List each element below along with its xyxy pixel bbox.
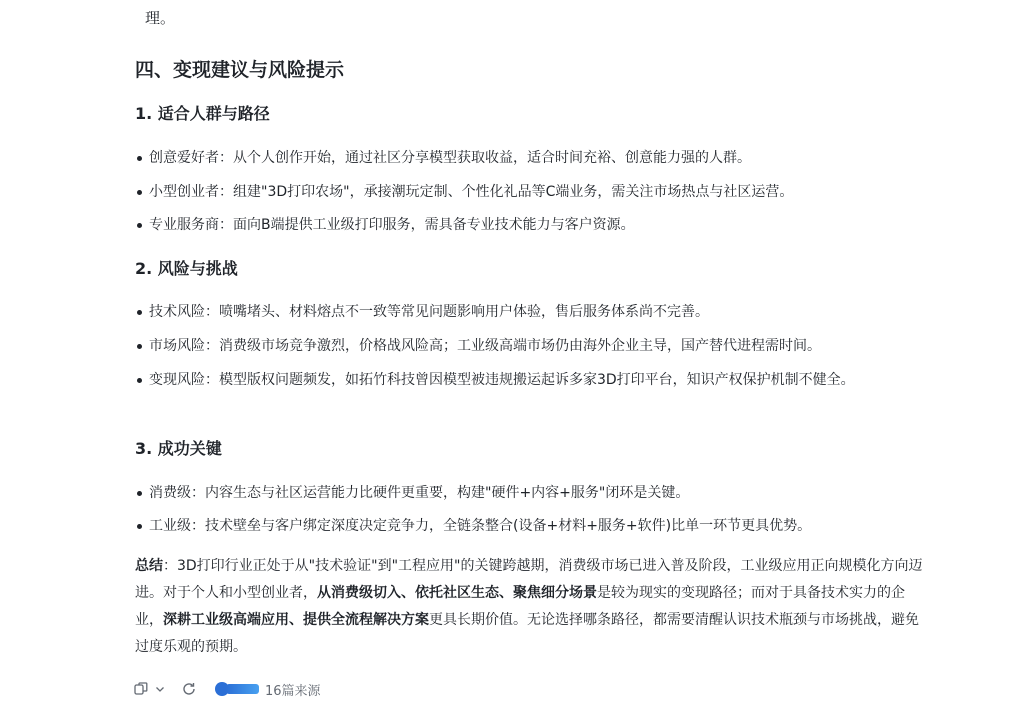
chevron-down-icon[interactable] — [155, 681, 165, 697]
summary-bold: 深耕工业级高端应用、提供全流程解决方案 — [163, 612, 429, 628]
list-item: 工业级：技术壁垒与客户绑定深度决定竞争力，全链条整合(设备+材料+服务+软件)比单一环节更具优势。 — [135, 514, 925, 538]
summary-text: 是较为现实的变现路径；而对于具备技术实力的企业， — [135, 585, 905, 628]
list-item: 创意爱好者：从个人创作开始，通过社区分享模型获取收益，适合时间充裕、创意能力强的人群。 — [135, 146, 925, 170]
sources-count-link[interactable]: 16篇来源 — [265, 683, 321, 699]
summary-label: 总结 — [135, 558, 163, 574]
copy-icon[interactable] — [133, 681, 149, 697]
previous-paragraph-tail: 理。 — [145, 9, 176, 27]
source-logo-icon — [226, 684, 259, 694]
list-item: 消费级：内容生态与社区运营能力比硬件更重要，构建"硬件+内容+服务"闭环是关键。 — [135, 481, 925, 505]
list-item: 小型创业者：组建"3D打印农场"，承接潮玩定制、个性化礼品等C端业务，需关注市场热点与社区运营。 — [135, 180, 925, 204]
bullet-dot — [137, 524, 142, 529]
bullet-dot — [137, 190, 142, 195]
refresh-icon[interactable] — [181, 681, 197, 697]
list-item: 技术风险：喷嘴堵头、材料熔点不一致等常见问题影响用户体验，售后服务体系尚不完善。 — [135, 300, 925, 324]
message-footer — [133, 678, 321, 700]
list-item: 变现风险：模型版权问题频发，如拓竹科技曾因模型被违规搬运起诉多家3D打印平台，知识产权保护机制不健全。 — [135, 368, 915, 392]
subsection-title-success: 3. 成功关键 — [135, 439, 222, 458]
subsection-title-risks: 2. 风险与挑战 — [135, 259, 238, 278]
source-logos[interactable] — [215, 681, 259, 697]
summary-text: 更具长期价值。无论选择哪条路径，都需要清醒认识技术瓶颈与市场挑战，避免过度乐观的预期。 — [135, 612, 919, 655]
summary-bold: 从消费级切入、依托社区生态、聚焦细分场景 — [317, 585, 597, 601]
bullet-dot — [137, 156, 142, 161]
bullet-dot — [137, 310, 142, 315]
subsection-title-audience: 1. 适合人群与路径 — [135, 104, 270, 123]
bullet-dot — [137, 491, 142, 496]
list-item: 专业服务商：面向B端提供工业级打印服务，需具备专业技术能力与客户资源。 — [135, 213, 925, 237]
bullet-dot — [137, 344, 142, 349]
bullet-dot — [137, 223, 142, 228]
bullet-dot — [137, 378, 142, 383]
summary-paragraph — [135, 553, 927, 661]
summary-text: ：3D打印行业正处于从"技术验证"到"工程应用"的关键跨越期，消费级市场已进入普及阶段，工业级应用正向规模化方向迈进。对于个人和小型创业者， — [135, 558, 923, 601]
section-title: 四、变现建议与风险提示 — [135, 59, 345, 81]
list-item: 市场风险：消费级市场竞争激烈，价格战风险高；工业级高端市场仍由海外企业主导，国产替代进程需时间。 — [135, 334, 925, 358]
